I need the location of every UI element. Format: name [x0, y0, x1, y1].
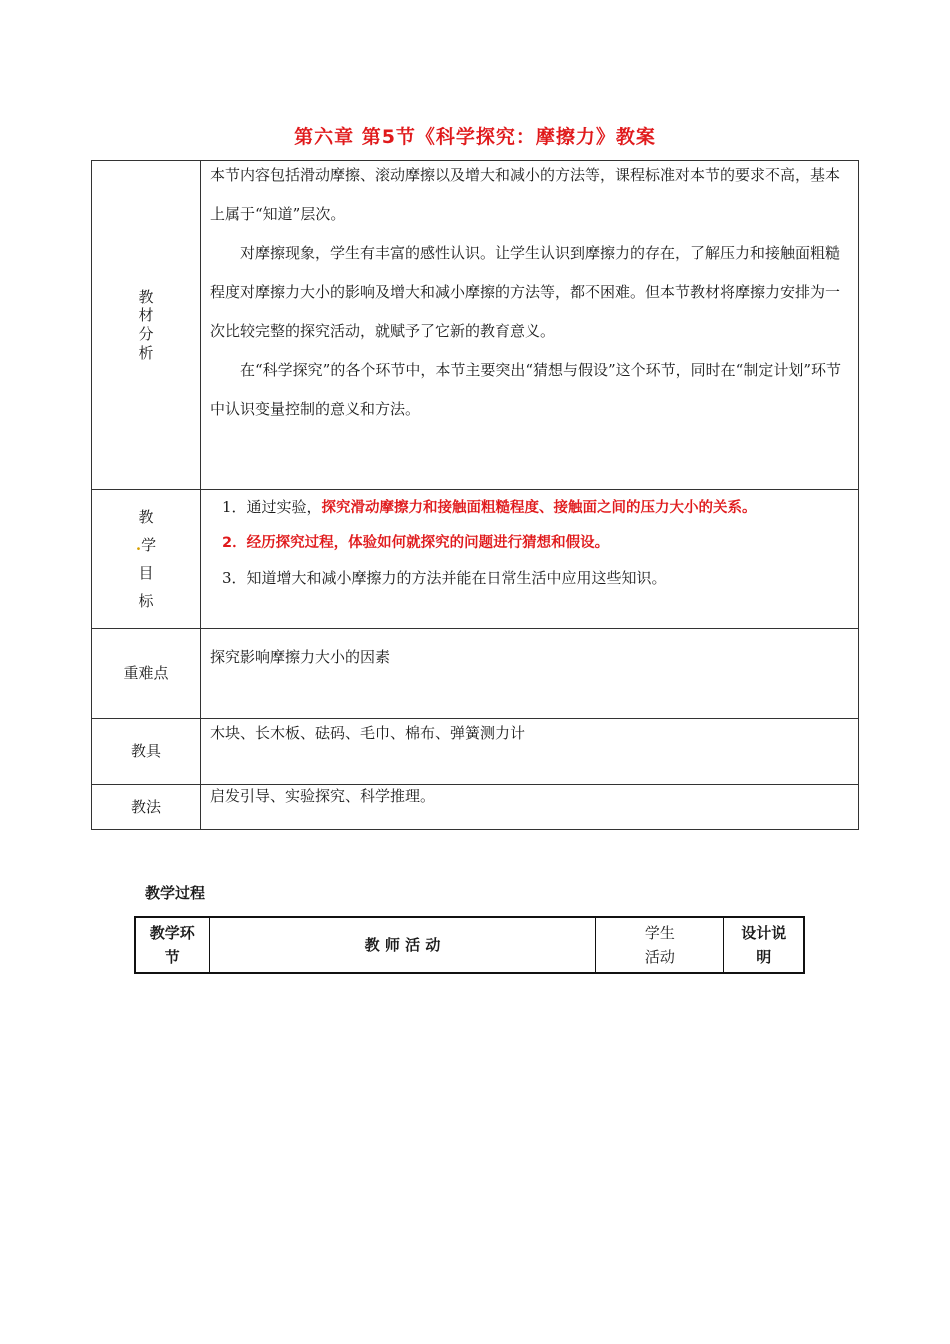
header-design-notes: 设计说 明: [724, 917, 804, 973]
tools-row: [92, 719, 859, 785]
analysis-content: [201, 161, 859, 490]
goals-label-char: 标: [138, 592, 154, 610]
analysis-row: [92, 161, 859, 490]
header-teacher-activity: 教 师 活 动: [209, 917, 596, 973]
analysis-paragraph: 对摩擦现象，学生有丰富的感性认识。让学生认识到摩擦力的存在，了解压力和接触面粗糙程度对摩擦力大小的影响及增大和减小摩擦的方法等，都不困难。但本节教材将摩擦力安排为一次比较完整的探究活动，就赋予了它新的教育意义。: [210, 244, 841, 340]
header-stage: 教学环 节: [135, 917, 209, 973]
analysis-label-char: 析: [138, 343, 154, 362]
tools-content: 木块、长木板、砝码、毛巾、棉布、弹簧测力计: [201, 719, 859, 785]
goals-row: [92, 490, 859, 629]
process-table: [134, 916, 805, 974]
process-header-row: [135, 917, 804, 973]
analysis-paragraph: 在“科学探究”的各个环节中，本节主要突出“猜想与假设”这个环节，同时在“制定计划”环节中认识变量控制的意义和方法。: [210, 361, 842, 418]
goal-item: 3．知道增大和减小摩擦力的方法并能在日常生活中应用这些知识。: [222, 569, 667, 587]
goals-label-char: 目: [138, 564, 154, 582]
goal-item: 1．通过实验，探究滑动摩擦力和接触面粗糙程度、接触面之间的压力大小的关系。: [222, 498, 757, 516]
goals-content: [201, 490, 859, 629]
key-points-label: 重难点: [92, 629, 201, 719]
methods-label: 教法: [92, 785, 201, 830]
goals-label: [92, 490, 201, 629]
analysis-paragraph: 本节内容包括滑动摩擦、滚动摩擦以及增大和减小的方法等，课程标准对本节的要求不高，基本上属于“知道”层次。: [210, 166, 841, 223]
analysis-label: [92, 161, 201, 490]
goals-label-char: .学: [135, 536, 157, 554]
process-heading: 教学过程: [145, 884, 206, 902]
analysis-label-char: 教: [138, 287, 154, 306]
methods-content: 启发引导、实验探究、科学推理。: [201, 785, 859, 830]
key-points-row: [92, 629, 859, 719]
document-title: 第六章 第5节《科学探究：摩擦力》教案: [294, 126, 656, 148]
goals-label-char: 教: [138, 508, 154, 526]
tools-label: 教具: [92, 719, 201, 785]
header-student-activity: 学生 活动: [596, 917, 724, 973]
key-points-content: 探究影响摩擦力大小的因素: [201, 629, 859, 719]
goal-item: 2．经历探究过程，体验如何就探究的问题进行猜想和假设。: [222, 535, 610, 551]
analysis-label-char: 分: [138, 325, 154, 343]
methods-row: [92, 785, 859, 830]
lesson-plan-table: [91, 160, 859, 830]
analysis-label-char: 材: [138, 306, 154, 325]
